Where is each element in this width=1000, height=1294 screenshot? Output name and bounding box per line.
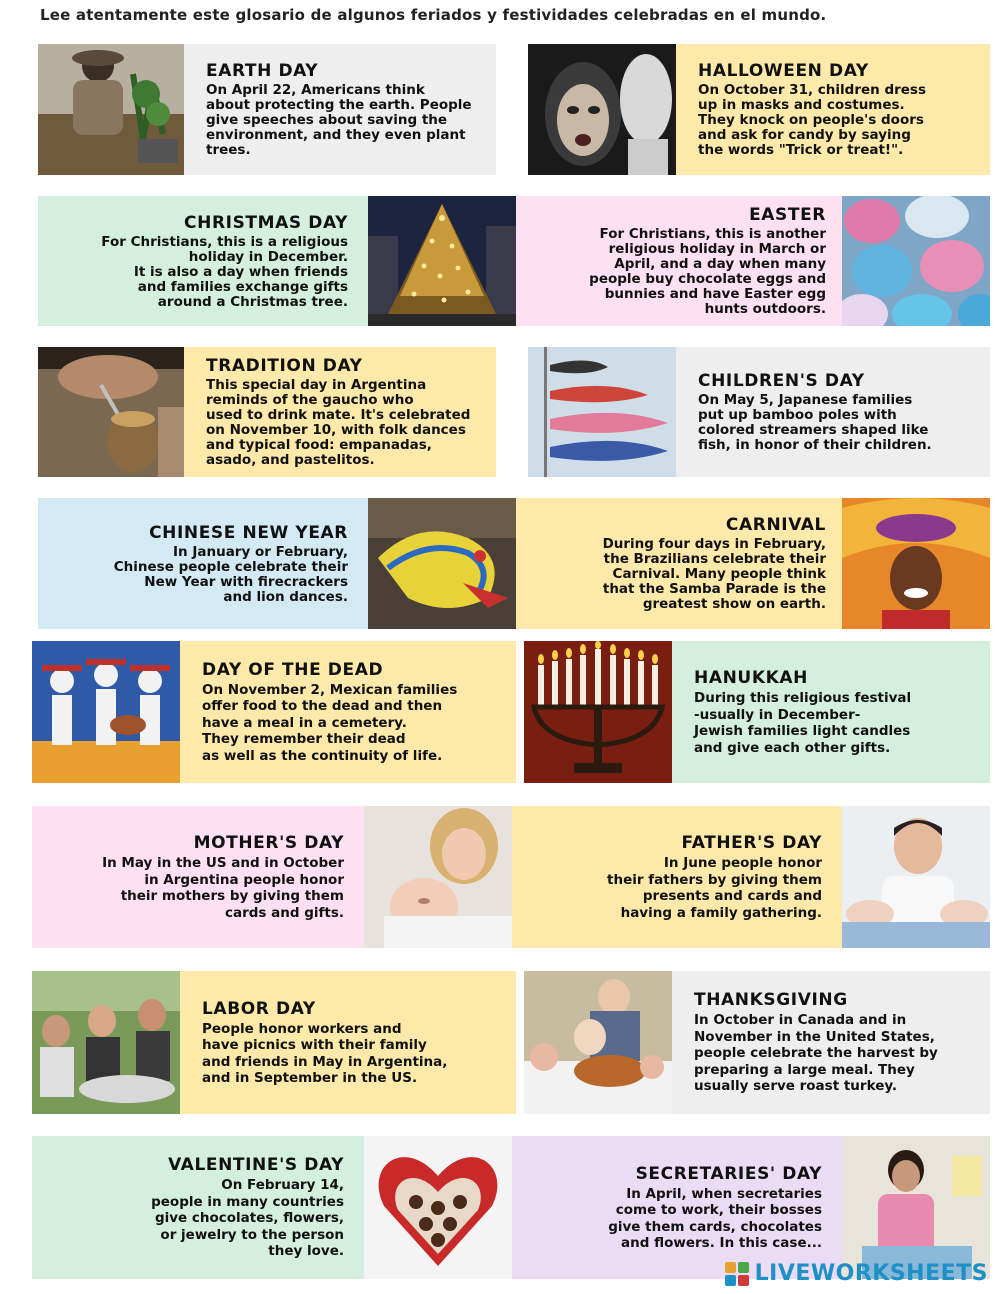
fathers-day-title: FATHER'S DAY <box>681 833 822 853</box>
liveworksheets-watermark <box>725 1261 988 1286</box>
card-day-of-the-dead <box>32 641 516 783</box>
earth-day-body: On April 22, Americans think about protecting the earth. People give speeches about saving the environment, and they even plant trees. <box>206 82 472 158</box>
valentines-day-body: On February 14, people in many countries give chocolates, flowers, or jewelry to the person they love. <box>151 1177 344 1260</box>
fathers-day-body: In June people honor their fathers by giving them presents and cards and having a family gathering. <box>607 855 822 921</box>
card-carnival <box>516 498 990 629</box>
card-tradition-day <box>38 347 496 477</box>
thanksgiving-body: In October in Canada and in November in the United States, people celebrate the harvest by preparing a large meal. They usually serve roast turkey. <box>694 1012 938 1095</box>
day-of-the-dead-art <box>32 641 180 783</box>
card-fathers-day <box>512 806 990 948</box>
childrens-day-photo <box>528 347 676 477</box>
card-valentines-day <box>32 1136 512 1279</box>
hanukkah-menorah-photo <box>524 641 672 783</box>
card-labor-day <box>32 971 516 1114</box>
card-thanksgiving <box>524 971 990 1114</box>
thanksgiving-title: THANKSGIVING <box>694 990 848 1011</box>
thanksgiving-painting <box>524 971 672 1114</box>
valentines-chocolates-photo <box>364 1136 512 1279</box>
carnival-photo <box>842 498 990 629</box>
secretaries-day-title: SECRETARIES' DAY <box>635 1163 822 1184</box>
christmas-body: For Christians, this is a religious holiday in December. It is also a day when friends and families exchange gifts around a Christmas tree. <box>101 233 348 310</box>
easter-title: EASTER <box>749 205 826 225</box>
mothers-day-title: MOTHER'S DAY <box>193 833 344 853</box>
day-of-the-dead-title: DAY OF THE DEAD <box>202 659 384 680</box>
chinese-dragon-photo <box>368 498 516 629</box>
card-halloween <box>528 44 990 175</box>
hanukkah-title: HANUKKAH <box>694 668 808 688</box>
hanukkah-body: During this religious festival -usually in December- Jewish families light candles and give each other gifts. <box>694 690 912 756</box>
valentines-day-title: VALENTINE'S DAY <box>168 1155 344 1176</box>
card-earth-day <box>38 44 496 175</box>
card-childrens-day <box>528 347 990 477</box>
secretaries-day-photo <box>842 1136 990 1279</box>
mothers-day-photo <box>364 806 512 948</box>
carnival-title: CARNIVAL <box>725 515 826 535</box>
intro-text: Lee atentamente este glosario de algunos feriados y festividades celebradas en el mundo. <box>40 6 827 24</box>
tradition-day-body: This special day in Argentina reminds of the gaucho who used to drink mate. It's celebrated on November 10, with folk dances and typical food: empanadas, asado, and pastelitos. <box>206 377 471 468</box>
labor-day-body: People honor workers and have picnics with their family and friends in May in Argentina, and in September in the US. <box>202 1020 448 1086</box>
childrens-day-body: On May 5, Japanese families put up bamboo poles with colored streamers shaped like fish, in honor of their children. <box>698 392 932 453</box>
card-mothers-day <box>32 806 512 948</box>
card-chinese-new-year <box>38 498 516 629</box>
fathers-day-photo <box>842 806 990 948</box>
christmas-tree-photo <box>368 196 516 326</box>
liveworksheets-brand-name: LIVEWORKSHEETS <box>754 1261 988 1286</box>
earth-day-photo <box>38 44 184 175</box>
secretaries-day-body: In April, when secretaries come to work, their bosses give them cards, chocolates and flowers. In this case... <box>608 1185 822 1251</box>
childrens-day-title: CHILDREN'S DAY <box>698 371 865 391</box>
card-easter <box>516 196 990 326</box>
labor-day-photo <box>32 971 180 1114</box>
halloween-photo <box>528 44 676 175</box>
easter-eggs-photo <box>842 196 990 326</box>
halloween-body: On October 31, children dress up in masks and costumes. They knock on people's doors and ask for candy by saying the words "Trick or treat!". <box>698 82 926 158</box>
tradition-day-title: TRADITION DAY <box>206 356 363 376</box>
card-christmas <box>38 196 516 326</box>
mothers-day-body: In May in the US and in October in Argentina people honor their mothers by giving them cards and gifts. <box>102 855 344 921</box>
carnival-body: During four days in February, the Brazilians celebrate their Carnival. Many people think that the Samba Parade is the greatest show on earth. <box>602 536 826 612</box>
chinese-new-year-body: In January or February, Chinese people celebrate their New Year with firecrackers and lion dances. <box>113 543 348 605</box>
day-of-the-dead-body: On November 2, Mexican families offer food to the dead and then have a meal in a cemetery. They remember their dead as well as the continuity of life. <box>202 681 458 764</box>
chinese-new-year-title: CHINESE NEW YEAR <box>149 522 348 543</box>
tradition-day-photo <box>38 347 184 477</box>
halloween-title: HALLOWEEN DAY <box>698 61 869 81</box>
card-secretaries-day <box>512 1136 990 1279</box>
card-hanukkah <box>524 641 990 783</box>
christmas-title: CHRISTMAS DAY <box>184 212 348 233</box>
liveworksheets-logo-icon <box>725 1262 749 1286</box>
labor-day-title: LABOR DAY <box>202 998 316 1019</box>
easter-body: For Christians, this is another religious holiday in March or April, and a day when many people buy chocolate eggs and bunnies and have Easter egg hunts outdoors. <box>589 226 826 317</box>
earth-day-title: EARTH DAY <box>206 61 319 81</box>
